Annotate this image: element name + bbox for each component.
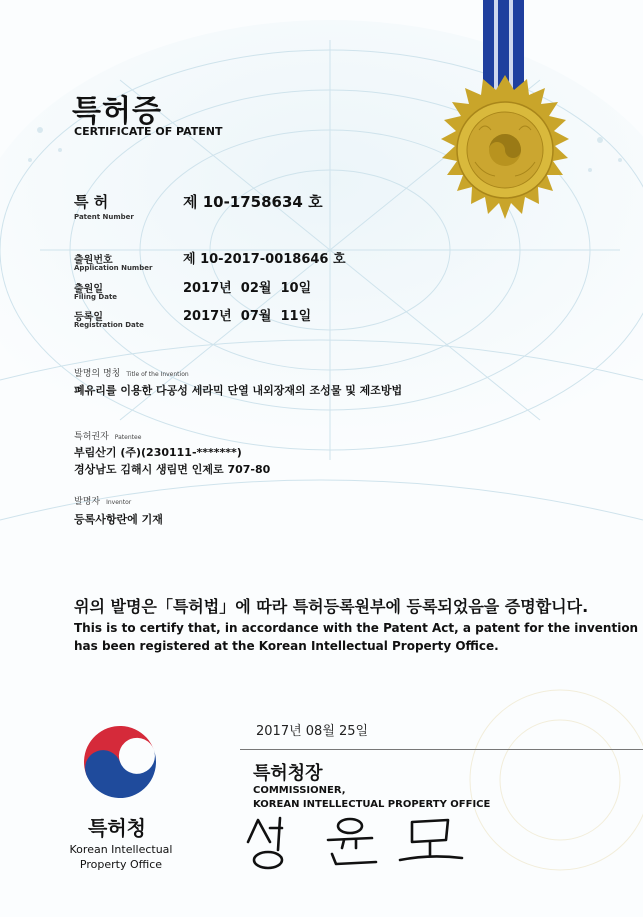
inventor-label bbox=[74, 494, 131, 507]
commissioner-en-line1: COMMISSIONER, bbox=[253, 785, 346, 796]
office-name-en bbox=[56, 842, 186, 872]
registration-date-label-ko: 등록일 bbox=[74, 312, 103, 323]
inventor-label-ko: 발명자 bbox=[74, 497, 101, 507]
patentee-address: 경상남도 김해시 생림면 인제로 707-80 bbox=[74, 463, 271, 476]
certification-en-line1: This is to certify that, in accordance with the Patent Act, a patent for the invention bbox=[74, 621, 639, 635]
registration-date-value: 2017년 07월 11일 bbox=[183, 309, 312, 324]
certificate-title-en: CERTIFICATE OF PATENT bbox=[74, 125, 223, 138]
patent-number-value: 제 10-1758634 호 bbox=[183, 193, 323, 211]
application-number-value: 제 10-2017-0018646 호 bbox=[183, 252, 346, 267]
certificate-title-ko: 특허증 bbox=[72, 94, 162, 129]
registration-date-label-en: Registration Date bbox=[74, 321, 144, 329]
patent-number-label-ko: 특 허 bbox=[74, 193, 109, 211]
commissioner-en-line2: KOREAN INTELLECTUAL PROPERTY OFFICE bbox=[253, 799, 491, 810]
filing-date-value: 2017년 02월 10일 bbox=[183, 281, 312, 296]
application-number-label-ko: 출원번호 bbox=[74, 255, 113, 266]
patentee-label bbox=[74, 429, 141, 442]
certification-statement-en bbox=[74, 619, 638, 655]
filing-date-label-ko: 출원일 bbox=[74, 284, 103, 295]
application-number-label-en: Application Number bbox=[74, 264, 153, 272]
signature-divider bbox=[240, 749, 643, 750]
certification-statement-ko: 위의 발명은「특허법」에 따라 특허등록원부에 등록되었음을 증명합니다. bbox=[74, 597, 589, 616]
office-name-ko: 특허청 bbox=[88, 816, 146, 840]
seal-icon bbox=[441, 75, 569, 219]
invention-title-value: 폐유리를 이용한 다공성 세라믹 단열 내외장재의 조성물 및 제조방법 bbox=[74, 384, 403, 397]
inventor-label-en: Inventor bbox=[106, 499, 132, 506]
inventor-value: 등록사항란에 기재 bbox=[74, 513, 163, 526]
patentee-label-ko: 특허권자 bbox=[74, 432, 109, 442]
patent-number-label-en: Patent Number bbox=[74, 213, 134, 221]
commissioner-signature bbox=[240, 812, 470, 874]
certification-en-line2: has been registered at the Korean Intellectual Property Office. bbox=[74, 639, 499, 653]
issue-date: 2017년 08월 25일 bbox=[256, 724, 369, 739]
office-name-en-line1: Korean Intellectual bbox=[69, 843, 173, 856]
invention-title-label-ko: 발명의 명칭 bbox=[74, 369, 121, 379]
commissioner-title-en bbox=[253, 784, 490, 812]
filing-date-label-en: Filing Date bbox=[74, 293, 118, 301]
invention-title-label-en: Title of the Invention bbox=[126, 371, 189, 378]
patentee-name: 부림산기 (주)(230111-*******) bbox=[74, 446, 242, 459]
gold-seal-with-ribbon bbox=[430, 0, 580, 230]
invention-title-label bbox=[74, 366, 189, 379]
kipo-taegeuk-logo-icon bbox=[80, 722, 160, 802]
patentee-label-en: Patentee bbox=[114, 434, 142, 441]
commissioner-title-ko: 특허청장 bbox=[253, 763, 323, 784]
office-name-en-line2: Property Office bbox=[79, 858, 163, 871]
